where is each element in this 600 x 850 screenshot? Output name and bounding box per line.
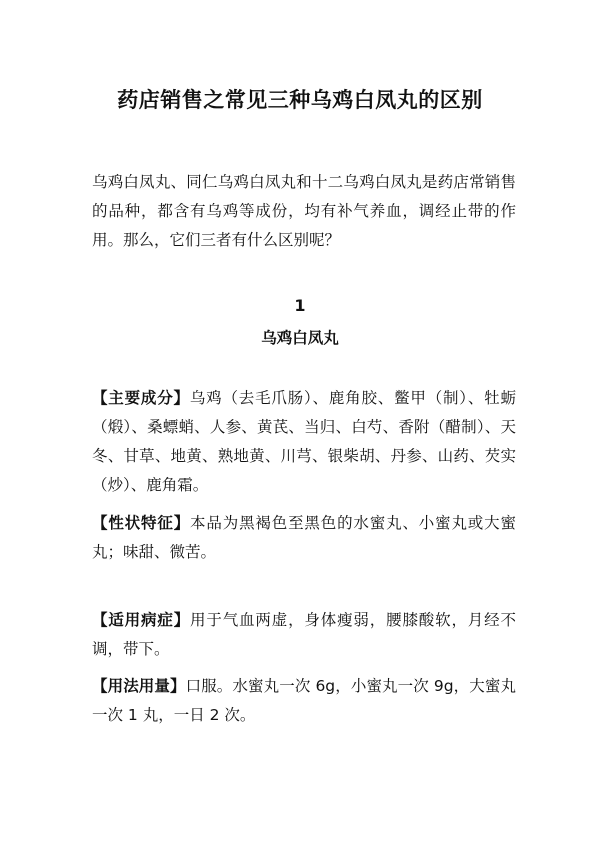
ingredients-label: 【主要成分】 (92, 389, 190, 407)
usage-text: 口服。水蜜丸一次 6g，小蜜丸一次 9g，大蜜丸一次 1 丸，一日 2 次。 (92, 677, 516, 724)
properties-paragraph (92, 509, 516, 567)
properties-text: 本品为黑褐色至黑色的水蜜丸、小蜜丸或大蜜丸；味甜、微苦。 (92, 514, 516, 561)
indications-label: 【适用病症】 (92, 611, 191, 629)
indications-text: 用于气血两虚，身体瘦弱，腰膝酸软，月经不调，带下。 (92, 611, 516, 658)
usage-paragraph (92, 672, 516, 730)
properties-label: 【性状特征】 (92, 514, 191, 532)
ingredients-text: 乌鸡（去毛爪肠）、鹿角胶、鳖甲（制）、牡蛎（煅）、桑螵蛸、人参、黄芪、当归、白芍、香附（醋制）、天冬、甘草、地黄、熟地黄、川芎、银柴胡、丹参、山药、芡实（炒）、鹿角霜。 (92, 389, 516, 494)
usage-label: 【用法用量】 (92, 677, 186, 695)
indications-paragraph (92, 606, 516, 664)
section-heading: 乌鸡白凤丸 (261, 329, 339, 347)
ingredients-paragraph (92, 384, 516, 500)
section-number: 1 (294, 296, 306, 315)
document-title: 药店销售之常见三种乌鸡白凤丸的区别 (117, 88, 483, 112)
intro-paragraph: 乌鸡白凤丸、同仁乌鸡白凤丸和十二乌鸡白凤丸是药店常销售的品种，都含有乌鸡等成份，均有补气养血，调经止带的作用。那么，它们三者有什么区别呢？ (92, 173, 516, 249)
